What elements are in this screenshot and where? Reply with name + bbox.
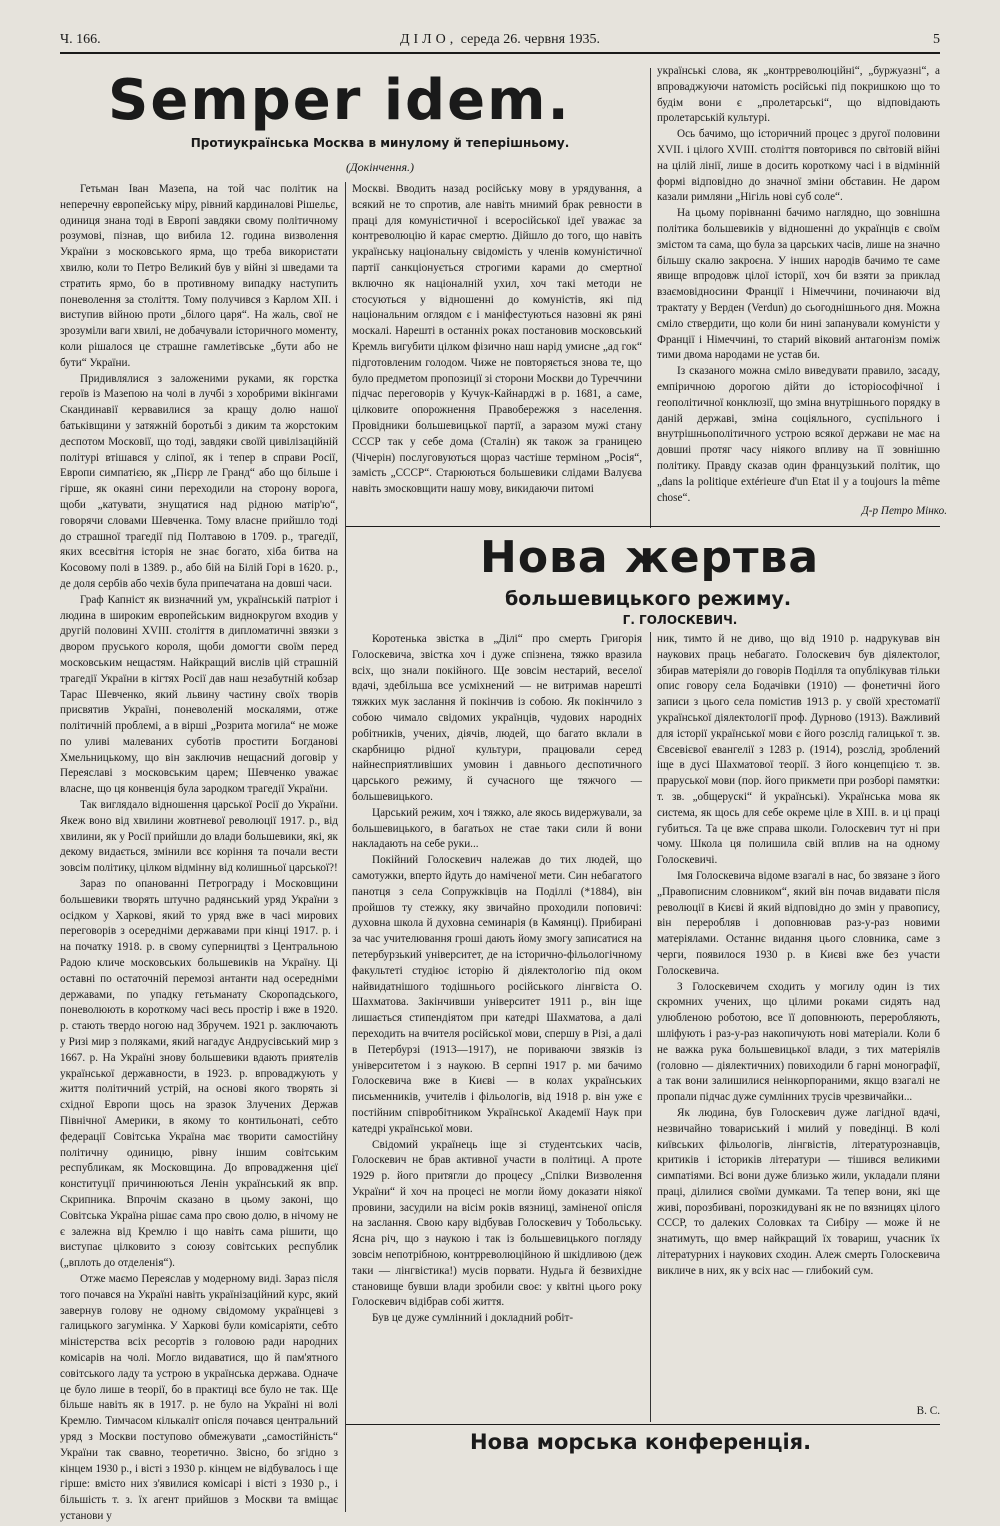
article2-subject: Г. ГОЛОСКЕВИЧ. — [622, 613, 738, 627]
article2-title2: большевицького режиму. — [505, 588, 792, 610]
article1-column1 — [60, 182, 338, 1522]
paragraph: Із сказаного можна сміло виведувати правило, засаду, емпіричною дорогою дійти до історіософічної і геополітичної конклюзії, що зміна внутрішнього порядку в даній державі, зміна соціяльного, суспільного і внутрішньополітичного устрою всякої держави не має на довшиі протяг часу ніякого впливу на її зовнішню політику. Правду сказав один французький політик, що „dans la politique extérieure d'un Etat il y a toujours la même chose“. — [657, 365, 940, 504]
paragraph: Покійний Голоскевич належав до тих людей, що самотужки, вперто йдуть до наміченої мети. Син небагатого панотця з села Сопружківців на Поділлі (*1884), він пройшов ту стежку, яку звичайно проходили поповичі: духовна школа й духовна семинарія (в Камянці). Прибирані за час учителювання гроші дають йому змогу записатися на петербурзький університет, де на історично-фільологічному факультеті студіює історію й діялектологію під оком найвидатнішого тодішнього російського лінгвіста О. Шахматова. Закінчивши університет 1911 р., він іще лишається стипендіятом при катедрі Шахматова, а далі переходить на вчителя російської мови, спершу в Різі, а далі в Петербурзі (1913—1917), не пориваючи звязків із університетом і з наукою. В серпні 1917 р. ми бачимо Голоскевича вже в Києві — в колах українських письменників, учителів і фільологів, від 1918 р. він уже є постійним співробітником Української Академії Наук при катедрі української мови. — [352, 854, 642, 1135]
header-rule — [60, 52, 940, 54]
column-divider — [345, 182, 346, 1512]
issue-date: середа 26. червня 1935. — [460, 32, 601, 47]
article2-signature: В. С. — [916, 1405, 940, 1417]
paragraph: Отже маємо Переяслав у модерному виді. Зараз після того почався на Україні навіть українізаційний курс, який завернув голову не одному свідомому українцеві з галицького загумінка. У Харкові були комісаріяти, себто міністерства всіх ресортів з головою ради народних комісарів на чолі. Могло видаватися, що й пам'ятного совітського ладу та устрою в українська держава. Одначе це було лише в теорії, бо в практиці все було не так. Ще більше навіть як в 1917. р. не було на Україні ні волі Кремлю. Тимчасом кількаліт опісля почався центральний уряд з Москви поступово обмежувати „самостійність“ України так свавно, теоретично. Звісно, бо згідно з кінцем 1930 р., і вісті з 1930 р. кінцем не відбувалось і ще гірше: вмісто них з'явилися комісарі і вісті з 1930 р., і більшість т. з. їх агент прийшов з Москви та вміщає установи у — [60, 1272, 338, 1522]
paper-name: ДІЛО, — [399, 32, 458, 47]
paragraph: Москві. Вводить назад російську мову в урядування, а всякий не то спротив, але навіть мнимий брак ревности в праці для комуністичної і всеросійської ідеї уважає за контреволюцію й карає смертю. Дійшло до того, що навіть українську національну свідомість у членів комуністичної партії санкціонується строгими карами до смертної включно як націоналній ухил, хоч такі методи не стосуються у відношенні до комуністів, які під національним оглядом є і маніфестуються назовні як ряні москалі. Нарешті в останніх роках постановив московський Кремль вигубити цілком фізично наш нарід умисне „ад гок“ підготовленим голодом. Чиже не повторяється знова те, що було предметом пропозиції зі сторони Москви до Туреччини підчас переговорів у Кучук-Кайнарджі в р. 1681, а саме, цілковите опорожнення Правобережжя з населення. Провідники большевицької партії, а заразом мужі стану СССР так у себе дома (Сталін) як також за границею (Чічерін) послуговуються щораз частіше терміном „Росія“, замість „СССР“. Старюються большевики слідами Валуєва навіть змосковщити нашу мову, викидаючи питомі — [352, 183, 642, 496]
article2-title: Нова жертва — [480, 532, 820, 583]
paragraph: Ось бачимо, що історичний процес з другої половини XVII. і цілого XVIII. століття повторився по світовій війні на цілій лінії, лише в досить короткому часі і в відмінній формі відповідно до значної зміни обставин. Не даром казали римляни „Нігіль нові суб соле“. — [657, 128, 940, 204]
paragraph: Коротенька звістка в „Ділі“ про смерть Григорія Голоскевича, звістка хоч і дуже спізнена, тяжко вразила всіх, що знали покійного. Ще зовсім нестарий, веселої вдачі, здебільша все усміхнений — не витримав нарешті тяжких мук заслання й покінчив із собою. Як покінчило з собою чимало свідомих українців, чудових народніх робітників, учених, діячів, людей, що багато вклали в скарбницю рідної культури, працювали серед найнесприятливіших умовин і давнього деспотичного царського режиму, й сучасного ще тяжчого — большевицького. — [352, 633, 642, 803]
article1-title: Semper idem. — [108, 68, 571, 133]
paragraph: Придивлялися з заложеними руками, як горстка героїв із Мазепою на чолі в лучбі з хоробрими вікінгами Скандинавії кервавилися за кращу долю нашої батьківщини у затяжній боротьбі з диким та жорстоким деспотом Московії, що тоді, завдяки своїй цивілізаційній політурі втішався у сліпої, як і тепер в справи Росії, Европи симпатією, як „Пієрр ле Гранд“ або що більше і гірше, як окаяні сини переходили на сторону ворога, щоби „катувати, знущатися над рідною матір'ю“, говорячи словами Шевченка. Тому власне прийшло тоді до страшної трагедії під Полтавою в 1709. р., трагедії, яких всесвітня історія не знає богато, хіба битва на Косовому полі в 1389. р., або бій на Білій Горі в 1620. р., де доля сербів або чехів була припечатана на довші часи. — [60, 372, 338, 590]
article2-column2 — [657, 632, 940, 1392]
article1-column2 — [352, 182, 642, 522]
paragraph: На цьому порівнанні бачимо наглядно, що зовнішна політика большевиків у відношенні до українців є своїм змістом та сама, що була за царських часів, лише на значно більшу скалю закроєна. У інших народів бачимо те саме явище впродовж цілої історії, хоч би взяти за приклад взаємовідносини Франції і Німеччини, починаючи від трактату у Верден (Verdun) до сьогоднішнього дня. Можна сміло ствердити, що коли би нині запанували комуністи у Франції і Німеччині, то старий віковий антагонізм поміж тими двома народами не устав би. — [657, 207, 940, 362]
paragraph: Був це дуже сумлінний і докладний робіт- — [372, 1312, 574, 1325]
column-divider — [650, 632, 651, 1422]
paragraph: Граф Капніст як визначний ум, українській патріот і людина в широким европейським виднокругом входив у другій половині XVIII. століття в дипломатичні звязки з двором пруського короля, щоби домогти своїм перед московським нещастям. Найкращий вислів цій страшній трагедії України в кігтях Росії дав наш незабутній кобзар Тарас Шевченко, який львину частину своїх творів присвятив Україні, поневоленій москалями, отже політичній проблемі, а в вірші „Розрита могила“ не може по уливі малеваних суботів простити Богданові Хмельницькому, що він заключив нещасний договір у Переяславі з московським царем; Шевченко уважає власне, що ця конвенція була зародком трагедії України. — [60, 593, 338, 796]
paragraph: Свідомий українець іще зі студентських часів, Голоскевич не брав активної участи в політиці. А проте 1929 р. його притягли до процесу „Спілки Визволення України“ й хоч на процесі не могли йому доказати ніякої провини, засудили на вісім років вязниці, заміненої опісля на заслання. Свою кару відбував Голоскевич у Тобольську. Ясна річ, що з наукою і так із большевицького погляду зовсім непотрібною, контрреволюційною й шкідливою (деж таки — лінгвістика!) мусів порвати. Нудьга й безвихідне становище бувши влади зробили своє: у квітні цього року Голоскевич відібрав собі життя. — [352, 1138, 642, 1309]
page-number-right: 5 — [933, 32, 940, 47]
section-rule — [346, 526, 940, 527]
article2-column1 — [352, 632, 642, 1422]
paragraph: Гетьман Іван Мазепа, на той час політик на неперечну европейську міру, рівний кардиналові Рішельє, одиниця знана тоді в Европі завдяки свому політичному розумові, пізнав, що вибила 12. година визволення України з московського ярма, що треба використати хвилю, коли то Петро Великий був у війні зі шведами та стратить ярмо, бо в противному випадку наступить поневолення за століття. Тому получився з Карлом XII. і виступив війною проти „білого царя“. На жаль, свої не зрозуміли ваги хвилі, не добачували історичного моменту, коли рішалося це страшне гамлетівське „бути або не бути“ України. — [60, 183, 338, 369]
paragraph: З Голоскевичем сходить у могилу один із тих скромних учених, що цілими роками сидять над улюбленою роботою, все її доповнюють, переробляють, шліфують і раз-у-раз накопичують нові матеріали. Коли б не важка рука большевицької влади, з тих матеріялів (головно — діялектичних) повиходили б гарні монографії, а так вони залишилися неінкорпораними, якщо взагалі не пропали підчас дуже сумлінних трусів чрезвичайки... — [657, 980, 940, 1104]
article1-continuation: (Докінчення.) — [345, 160, 415, 174]
paragraph: Як людина, був Голоскевич дуже лагідної вдачі, незвичайно товариський і милий у поведінці. В колі київських фільологів, лінгвістів, літературознавців, критиків і істориків літератури — тішився великими симпатіями. Всі вони дуже близько жили, укладали пляни праці, ділилися своїми думками. Та тепер вони, які ще живі, порозбивані, порозкидувані як не по вязницях цілого СССР, то далеких Соловках та Сибіру — може й не знатимуть, що вмер найкращий їх товариш, учасник їх літературних і наукових сходин. Алеж смерть Голоскевича викличе в них, як у всіх нас — глибокий сум. — [657, 1106, 940, 1277]
paragraph: Царський режим, хоч і тяжко, але якось видержували, за большевицького, в багатьох не стае таки сили й вони накладають на себе руки... — [352, 806, 642, 851]
paragraph: ник, тимто й не диво, що від 1910 р. надрукував він наукових праць небагато. Голоскевич був діялектолог, збирав матеріяли до говорів Поділля та опублікував тільки опис говору села Бодачівки (1910) — фонетичні його записи з цього села помістив 1913 р. у своїй хрестоматії української діялектології проф. Дурново (1913). Важливий для історії української мови є його розслід галицької т. зв. Євсевієвої евангелії з 1283 р. (1914), розслід, зроблений іще в дусі Шахматової теорії. З його концепцією т. зв. праруської мови (пор. його прикмети при розборі памятки: т. зв. „общерускі“ й українські). Українська мова як система, як щось для себе окреме ціле в XIII. в. и ці праці губиться. Та це вже справа школи. Голоскевич тут ні при чому. Школа ця полишила свій вплив на на одному Голоскевичі. — [657, 633, 940, 867]
paragraph: українські слова, як „контрреволюційні“, „буржуазні“, а впроваджуючи натомість російські під покришкою що то будім вони є „пролетарські“, що відповідають пролетарській культурі. — [657, 65, 940, 125]
page-header — [60, 30, 940, 52]
section-rule — [346, 1424, 940, 1425]
article3-title: Нова морська конференція. — [470, 1430, 812, 1454]
article1-column3 — [657, 64, 940, 524]
column-divider — [650, 68, 651, 528]
paragraph: Імя Голоскевича відоме взагалі в нас, бо звязане з його „Правописним словником“, який він почав видавати після революції в Києві й який відповідно до змін у правопису, він переробляв і доповнював раз-у-раз новими матеріялами. Останнє видання цього словника, саме з черги, появилося 1930 р. в Києві вже без участи Голоскевича. — [657, 869, 940, 977]
article1-signature: Д-р Петро Мінко. — [861, 505, 947, 517]
page-number-left: Ч. 166. — [60, 32, 101, 47]
paragraph: Так виглядало відношення царської Росії до України. Якеж воно від хвилини жовтневої революції 1917. р., від хвилини, як у Росії прийшли до влади большевики, які, як декому видається, змінили всє коріння та почали вести зовсім політику, цілком відмінну від колишньої царської?! — [60, 799, 338, 875]
paragraph: Зараз по опанованні Петрограду і Московщини большевики творять штучно радянський уряд України з осідком у Харкові, який то уряд вже в часі мирових переговорів з осередніми державами при кінці 1917. р. і на початку 1918. р. в свому суперництві з Центральною Радою кличе московських большевиків на Україну. Ці оставні по остаточній перемозі антанти над осередніми державами, по упадку гетьманату Скоропадського, поневолюють в короткому часі весь простір і вже в 1920. р. стають твердо ногою над Збручем. 1921 р. заключають у Ризі мир з поляками, який нагадує Андрусівський мир з 1667. р. На Україні знову большевики вдають приятелів української державности, в 1923. р. впроваджують у життя політичний устрій, на основі якого творять зі східної Европи щось на зразок Злучених Держав Північної Америки, в якому то контильонаті, себто федерації Совітська Україна має творити самостійну політичну одиницю, рівну іншим совітським республикам, як Московщина. До впровадження цієї конституції причинюються Ленін український як впр. Скрипника. Впрочім сказано в цьому законі, що Совітська Україна рішає сама про свою долю, в нічому не є залежна від Кремлю і що навіть сама рішити, що виступає цілковито з союзу совітських республик („вплоть до отделенія“). — [60, 878, 338, 1270]
masthead-date — [60, 32, 940, 48]
article1-subtitle: Протиукраїнська Москва в минулому й теперішньому. — [190, 136, 570, 150]
